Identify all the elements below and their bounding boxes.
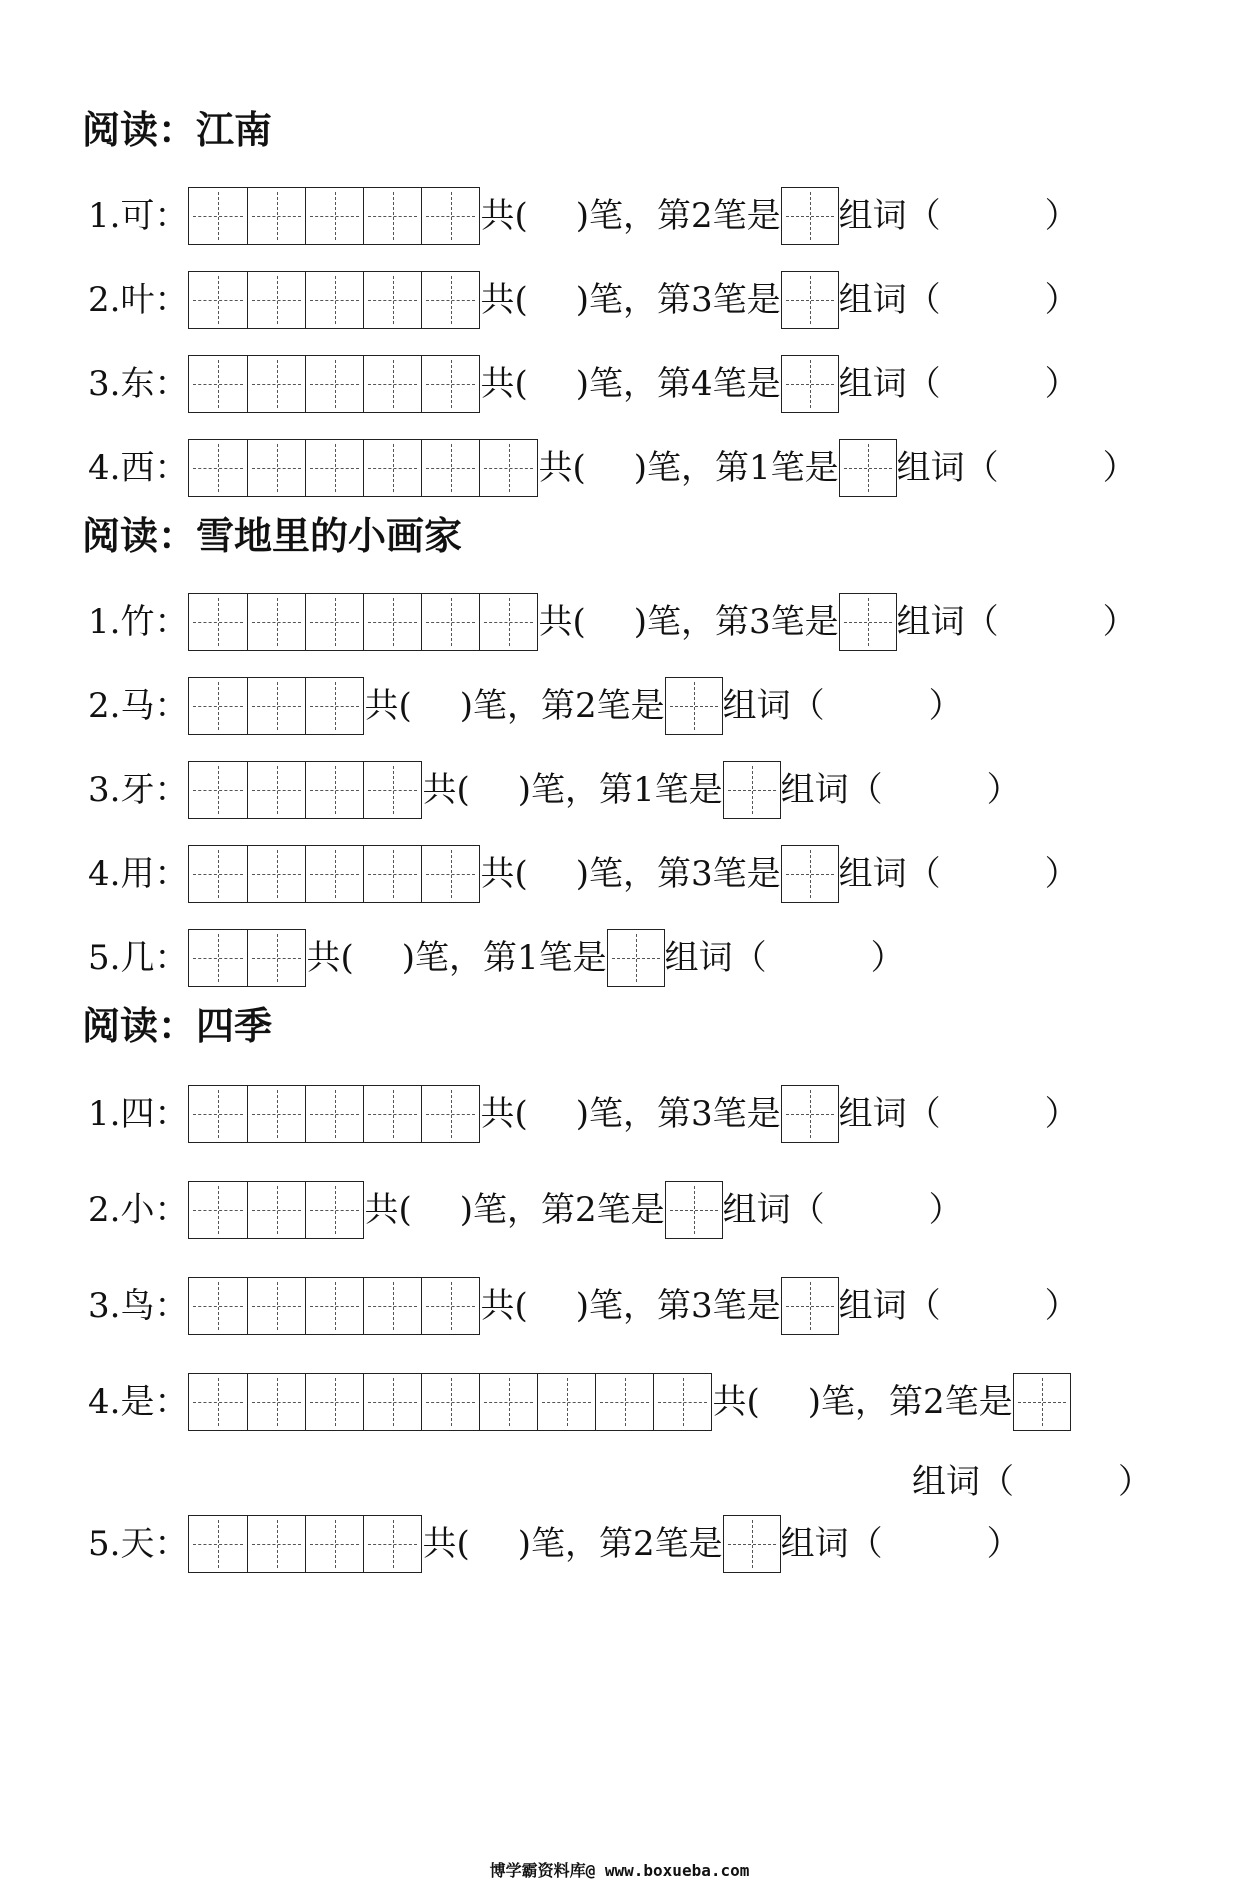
grid-cell[interactable] (247, 1516, 305, 1572)
grid-cell[interactable] (247, 1086, 305, 1142)
grid-cell[interactable] (305, 678, 363, 734)
grid-cell[interactable] (305, 356, 363, 412)
stroke-number: 1 (748, 448, 771, 488)
grid-cell[interactable] (189, 1516, 247, 1572)
grid-cell[interactable] (247, 762, 305, 818)
stroke-grid[interactable] (188, 1085, 480, 1143)
stroke-number: 1 (516, 938, 539, 978)
grid-cell[interactable] (247, 594, 305, 650)
word-suffix: ） (928, 1190, 963, 1230)
item-ye (88, 270, 1079, 330)
grid-cell[interactable] (363, 1374, 421, 1430)
grid-cell[interactable] (421, 188, 479, 244)
footer-watermark: 博学霸资料库@ www.boxueba.com (489, 1861, 750, 1880)
word-prefix: 组词（ (780, 1524, 883, 1564)
total-suffix: )笔，第 (517, 770, 633, 810)
item-yong (88, 844, 1079, 904)
total-prefix: 共( (480, 854, 528, 894)
stroke-number: 2 (690, 196, 713, 236)
grid-cell[interactable] (305, 272, 363, 328)
stroke-grid[interactable] (188, 677, 364, 735)
grid-cell[interactable] (363, 1278, 421, 1334)
section-title-jiangnan: 阅读：江南 (82, 108, 273, 152)
item-xi (88, 438, 1137, 498)
total-suffix: )笔，第 (633, 448, 749, 488)
stroke-number: 2 (632, 1524, 655, 1564)
total-prefix: 共( (364, 1190, 412, 1230)
item-label: 5.天： (88, 1524, 189, 1564)
item-label: 1.竹： (88, 602, 189, 642)
grid-cell[interactable] (363, 1516, 421, 1572)
total-suffix: )笔，第 (575, 1286, 691, 1326)
total-suffix: )笔，第 (459, 686, 575, 726)
item-label: 3.东： (88, 364, 189, 404)
total-prefix: 共( (422, 1524, 470, 1564)
item-label: 1.四： (88, 1094, 189, 1134)
word-prefix: 组词（ (838, 1286, 941, 1326)
total-suffix: )笔，第 (633, 602, 749, 642)
word-suffix: ） (1118, 1461, 1152, 1502)
grid-cell[interactable] (189, 1086, 247, 1142)
stroke-answer-box[interactable] (781, 271, 839, 329)
item-xiao (88, 1180, 963, 1240)
stroke-number: 1 (632, 770, 655, 810)
stroke-answer-box[interactable] (665, 1181, 723, 1239)
total-prefix: 共( (712, 1382, 760, 1422)
grid-cell[interactable] (421, 594, 479, 650)
stroke-number: 3 (690, 280, 713, 320)
total-prefix: 共( (480, 1286, 528, 1326)
grid-cell[interactable] (305, 1278, 363, 1334)
word-prefix: 组词（ (722, 1190, 825, 1230)
grid-cell[interactable] (247, 678, 305, 734)
grid-cell[interactable] (247, 440, 305, 496)
total-prefix: 共( (538, 602, 586, 642)
word-prefix: 组词（ (838, 280, 941, 320)
item-shi (88, 1372, 1071, 1432)
stroke-number: 3 (690, 854, 713, 894)
grid-cell[interactable] (305, 1086, 363, 1142)
word-prefix: 组词（ (912, 1461, 1014, 1502)
item-shi-word-line (912, 1448, 1152, 1508)
stroke-suffix: 笔是 (944, 1382, 1013, 1422)
grid-cell[interactable] (421, 1086, 479, 1142)
stroke-suffix: 笔是 (596, 1190, 665, 1230)
stroke-grid[interactable] (188, 761, 422, 819)
grid-cell[interactable] (479, 440, 537, 496)
grid-cell[interactable] (653, 1374, 711, 1430)
stroke-grid[interactable] (188, 271, 480, 329)
stroke-grid[interactable] (188, 439, 538, 497)
item-label: 2.小： (88, 1190, 189, 1230)
total-prefix: 共( (480, 1094, 528, 1134)
stroke-answer-box[interactable] (781, 187, 839, 245)
item-tian (88, 1514, 1021, 1574)
word-prefix: 组词（ (838, 364, 941, 404)
grid-cell[interactable] (247, 1182, 305, 1238)
stroke-suffix: 笔是 (712, 280, 781, 320)
grid-cell[interactable] (247, 272, 305, 328)
stroke-grid[interactable] (188, 1181, 364, 1239)
stroke-suffix: 笔是 (654, 1524, 723, 1564)
item-label: 3.鸟： (88, 1286, 189, 1326)
stroke-suffix: 笔是 (712, 854, 781, 894)
word-suffix: ） (1102, 448, 1137, 488)
item-ji (88, 928, 905, 988)
grid-cell[interactable] (537, 1374, 595, 1430)
grid-cell[interactable] (305, 188, 363, 244)
item-niao (88, 1276, 1079, 1336)
word-suffix: ） (928, 686, 963, 726)
grid-cell[interactable] (305, 440, 363, 496)
item-label: 2.马： (88, 686, 189, 726)
word-prefix: 组词（ (896, 602, 999, 642)
stroke-answer-box[interactable] (665, 677, 723, 735)
grid-cell[interactable] (247, 1374, 305, 1430)
stroke-grid[interactable] (188, 593, 538, 651)
item-label: 4.是： (88, 1382, 189, 1422)
grid-cell[interactable] (421, 356, 479, 412)
stroke-suffix: 笔是 (596, 686, 665, 726)
total-suffix: )笔，第 (575, 1094, 691, 1134)
stroke-suffix: 笔是 (770, 448, 839, 488)
grid-cell[interactable] (189, 930, 247, 986)
grid-cell[interactable] (189, 1182, 247, 1238)
grid-cell[interactable] (595, 1374, 653, 1430)
total-suffix: )笔，第 (575, 280, 691, 320)
total-prefix: 共( (480, 280, 528, 320)
item-label: 3.牙： (88, 770, 189, 810)
item-label: 1.可： (88, 196, 189, 236)
grid-cell[interactable] (305, 594, 363, 650)
grid-cell[interactable] (247, 846, 305, 902)
word-suffix: ） (1044, 1094, 1079, 1134)
grid-cell[interactable] (247, 188, 305, 244)
stroke-number: 2 (922, 1382, 945, 1422)
grid-cell[interactable] (421, 846, 479, 902)
total-suffix: )笔，第 (575, 196, 691, 236)
stroke-number: 3 (748, 602, 771, 642)
stroke-grid[interactable] (188, 1515, 422, 1573)
word-suffix: ） (1044, 280, 1079, 320)
grid-cell[interactable] (189, 846, 247, 902)
item-zhu (88, 592, 1137, 652)
section-title-xuedi: 阅读：雪地里的小画家 (82, 514, 463, 558)
grid-cell[interactable] (479, 1374, 537, 1430)
total-suffix: )笔，第 (517, 1524, 633, 1564)
stroke-answer-box[interactable] (607, 929, 665, 987)
total-prefix: 共( (480, 196, 528, 236)
item-label: 2.叶： (88, 280, 189, 320)
stroke-suffix: 笔是 (770, 602, 839, 642)
grid-cell[interactable] (305, 1182, 363, 1238)
grid-cell[interactable] (189, 188, 247, 244)
word-prefix: 组词（ (722, 686, 825, 726)
stroke-answer-box[interactable] (839, 439, 897, 497)
item-label: 4.西： (88, 448, 189, 488)
word-suffix: ） (1044, 364, 1079, 404)
grid-cell[interactable] (305, 846, 363, 902)
stroke-number: 4 (690, 364, 713, 404)
grid-cell[interactable] (189, 1374, 247, 1430)
item-label: 4.用： (88, 854, 189, 894)
grid-cell[interactable] (247, 1278, 305, 1334)
stroke-answer-box[interactable] (723, 761, 781, 819)
stroke-suffix: 笔是 (538, 938, 607, 978)
item-dong (88, 354, 1079, 414)
grid-cell[interactable] (247, 930, 305, 986)
word-suffix: ） (1044, 854, 1079, 894)
stroke-suffix: 笔是 (654, 770, 723, 810)
item-ya (88, 760, 1021, 820)
total-suffix: )笔，第 (575, 364, 691, 404)
grid-cell[interactable] (189, 594, 247, 650)
grid-cell[interactable] (189, 1278, 247, 1334)
stroke-answer-box[interactable] (781, 355, 839, 413)
total-suffix: )笔，第 (575, 854, 691, 894)
word-prefix: 组词（ (838, 854, 941, 894)
word-prefix: 组词（ (896, 448, 999, 488)
stroke-grid[interactable] (188, 845, 480, 903)
stroke-suffix: 笔是 (712, 1094, 781, 1134)
stroke-number: 2 (574, 1190, 597, 1230)
grid-cell[interactable] (189, 356, 247, 412)
word-prefix: 组词（ (780, 770, 883, 810)
word-prefix: 组词（ (664, 938, 767, 978)
word-prefix: 组词（ (838, 196, 941, 236)
stroke-suffix: 笔是 (712, 364, 781, 404)
grid-cell[interactable] (189, 762, 247, 818)
stroke-grid[interactable] (188, 1277, 480, 1335)
total-suffix: )笔，第 (401, 938, 517, 978)
stroke-answer-box[interactable] (839, 593, 897, 651)
total-prefix: 共( (480, 364, 528, 404)
stroke-number: 3 (690, 1286, 713, 1326)
grid-cell[interactable] (363, 846, 421, 902)
grid-cell[interactable] (363, 188, 421, 244)
word-suffix: ） (986, 1524, 1021, 1564)
stroke-answer-box[interactable] (781, 1277, 839, 1335)
grid-cell[interactable] (305, 762, 363, 818)
stroke-answer-box[interactable] (781, 1085, 839, 1143)
item-ke (88, 186, 1079, 246)
grid-cell[interactable] (421, 1278, 479, 1334)
stroke-suffix: 笔是 (712, 1286, 781, 1326)
item-label: 5.几： (88, 938, 189, 978)
stroke-answer-box[interactable] (1013, 1373, 1071, 1431)
total-prefix: 共( (364, 686, 412, 726)
stroke-grid[interactable] (188, 355, 480, 413)
word-suffix: ） (1044, 196, 1079, 236)
stroke-grid[interactable] (188, 187, 480, 245)
stroke-number: 3 (690, 1094, 713, 1134)
stroke-grid[interactable] (188, 1373, 712, 1431)
word-suffix: ） (1044, 1286, 1079, 1326)
word-suffix: ） (986, 770, 1021, 810)
stroke-answer-box[interactable] (781, 845, 839, 903)
total-suffix: )笔，第 (807, 1382, 923, 1422)
stroke-number: 2 (574, 686, 597, 726)
word-suffix: ） (870, 938, 905, 978)
grid-cell[interactable] (189, 272, 247, 328)
grid-cell[interactable] (363, 440, 421, 496)
word-prefix: 组词（ (838, 1094, 941, 1134)
word-suffix: ） (1102, 602, 1137, 642)
total-suffix: )笔，第 (459, 1190, 575, 1230)
stroke-suffix: 笔是 (712, 196, 781, 236)
grid-cell[interactable] (363, 762, 421, 818)
grid-cell[interactable] (363, 1086, 421, 1142)
total-prefix: 共( (538, 448, 586, 488)
section-title-siji: 阅读：四季 (82, 1004, 273, 1048)
grid-cell[interactable] (363, 594, 421, 650)
grid-cell[interactable] (305, 1374, 363, 1430)
grid-cell[interactable] (189, 678, 247, 734)
item-si (88, 1084, 1079, 1144)
grid-cell[interactable] (421, 272, 479, 328)
grid-cell[interactable] (479, 594, 537, 650)
grid-cell[interactable] (421, 440, 479, 496)
total-prefix: 共( (306, 938, 354, 978)
grid-cell[interactable] (421, 1374, 479, 1430)
total-prefix: 共( (422, 770, 470, 810)
grid-cell[interactable] (363, 272, 421, 328)
grid-cell[interactable] (363, 356, 421, 412)
stroke-answer-box[interactable] (723, 1515, 781, 1573)
stroke-grid[interactable] (188, 929, 306, 987)
grid-cell[interactable] (247, 356, 305, 412)
item-ma (88, 676, 963, 736)
grid-cell[interactable] (305, 1516, 363, 1572)
grid-cell[interactable] (189, 440, 247, 496)
